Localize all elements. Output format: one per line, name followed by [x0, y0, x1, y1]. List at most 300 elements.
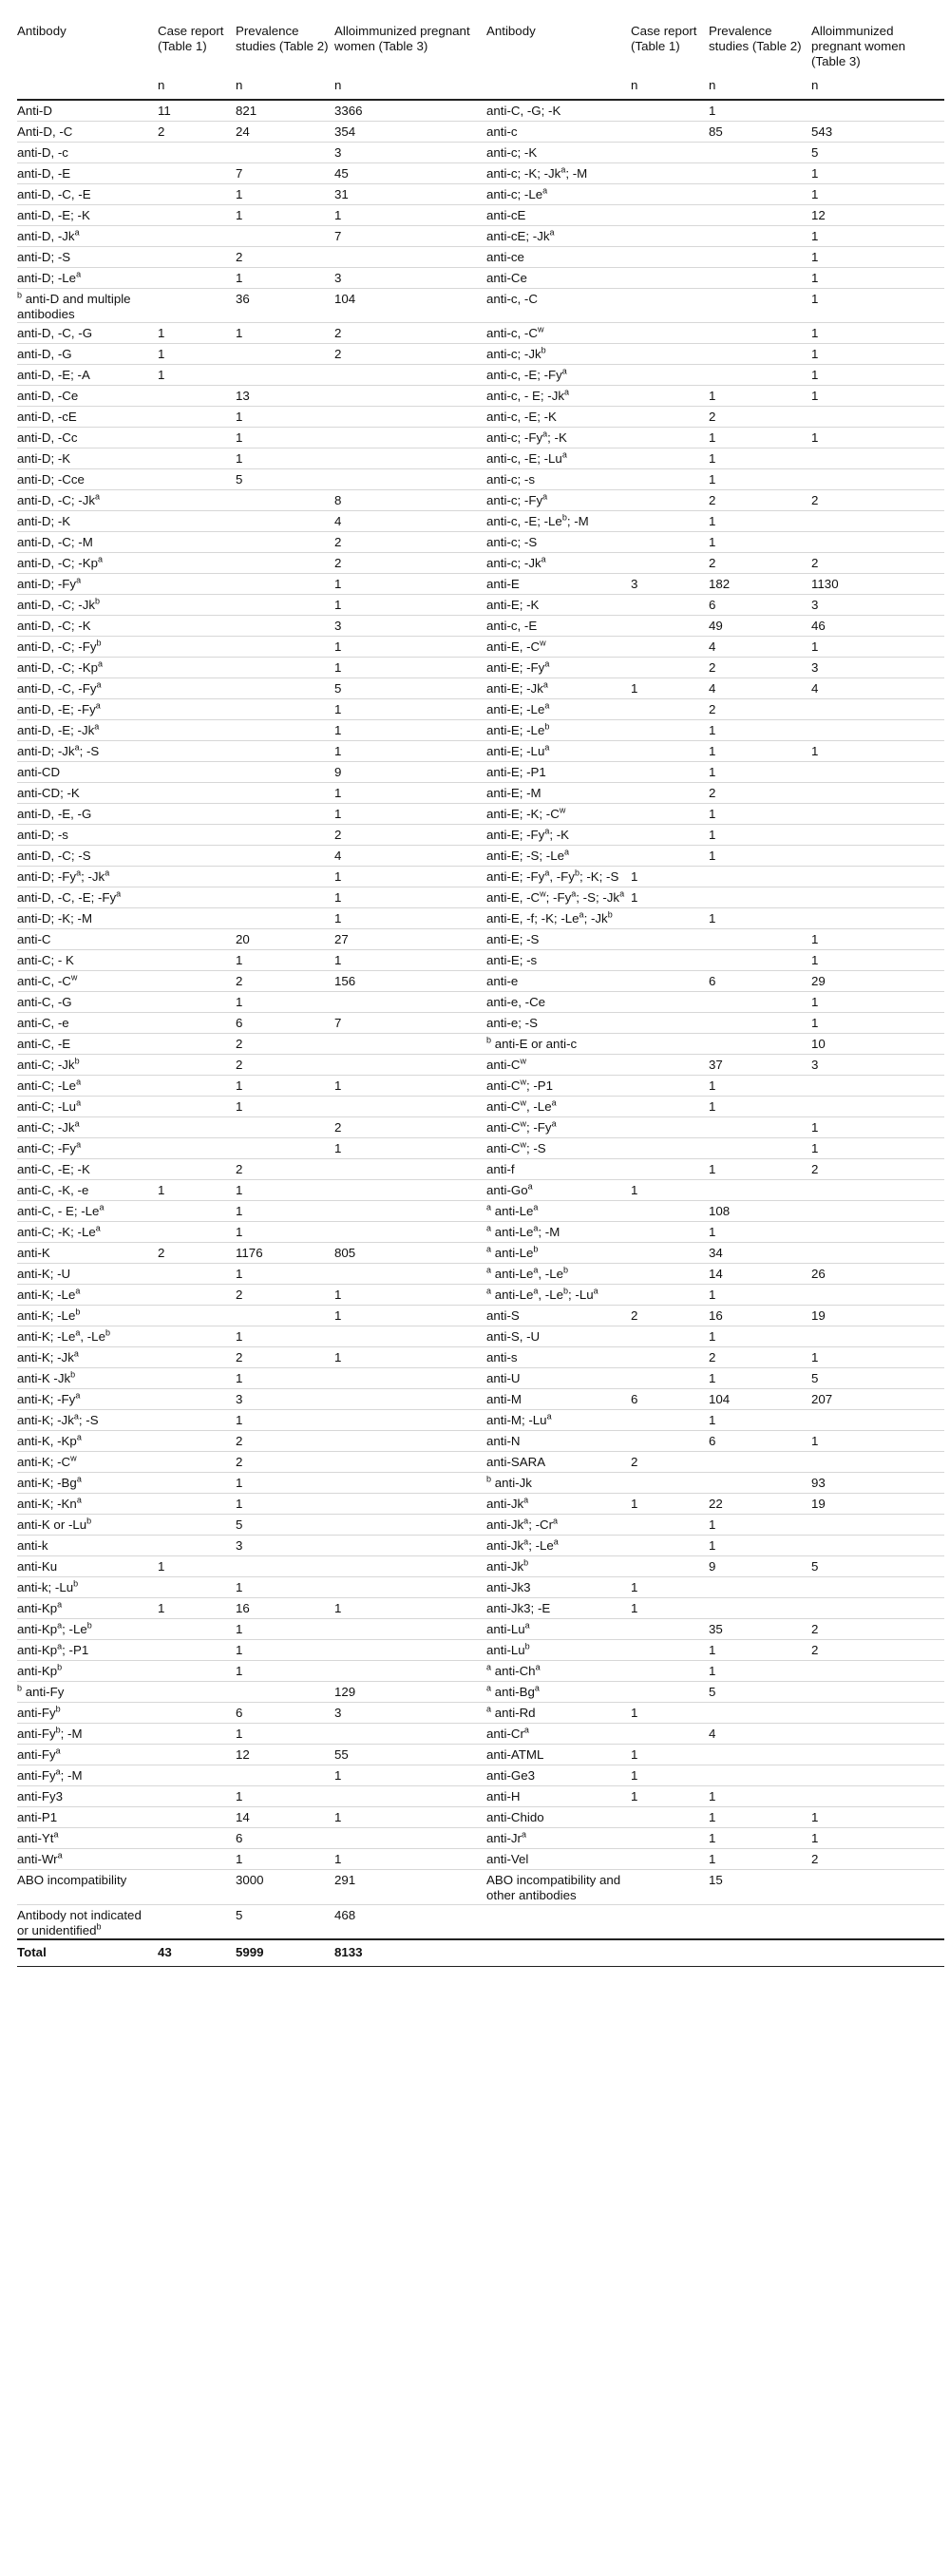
- table-cell: [334, 469, 486, 490]
- table-cell: [334, 1201, 486, 1222]
- table-cell: 1: [334, 887, 486, 908]
- superscript: a: [76, 1495, 82, 1505]
- table-cell: 1: [811, 1117, 944, 1138]
- table-row: [17, 1536, 944, 1556]
- table-cell: [631, 1515, 709, 1536]
- table-cell: anti-D; -K: [17, 511, 158, 532]
- table-cell: anti-$C^w$: [486, 1055, 631, 1076]
- table-cell: anti-Lu$^b$: [486, 1640, 631, 1661]
- table-cell: anti-D; -s: [17, 825, 158, 846]
- superscript: a: [74, 227, 80, 238]
- table-cell: anti-C, -e: [17, 1013, 158, 1034]
- table-cell: anti-CD; -K: [17, 783, 158, 804]
- superscript: b: [563, 1265, 569, 1275]
- table-cell: Anti-D: [17, 100, 158, 122]
- table-cell: anti-e, -Ce: [486, 992, 631, 1013]
- table-cell: 805: [334, 1243, 486, 1264]
- table-cell: [811, 1201, 944, 1222]
- table-row: [17, 1076, 944, 1097]
- table-cell: 24: [236, 121, 334, 142]
- table-cell: anti-D, -C; -Kp$^a$: [17, 658, 158, 678]
- total-cell: Total: [17, 1939, 158, 1967]
- table-row: [17, 162, 944, 183]
- table-cell: 3: [236, 1389, 334, 1410]
- table-cell: [631, 1117, 709, 1138]
- superscript: a: [542, 491, 548, 502]
- table-row: [17, 658, 944, 678]
- table-cell: anti-K; -Le$^a$, -Le$^b$: [17, 1326, 158, 1347]
- total-cell: [709, 1939, 811, 1967]
- superscript: b: [96, 638, 102, 648]
- table-cell: [709, 1598, 811, 1619]
- table-cell: ABO incompatibility and other antibodies: [486, 1870, 631, 1904]
- table-cell: anti-C, -E: [17, 1034, 158, 1055]
- superscript: a: [544, 700, 550, 711]
- table-cell: anti-D; -K; -M: [17, 908, 158, 929]
- superscript: a: [549, 227, 555, 238]
- table-cell: 1: [709, 908, 811, 929]
- table-cell: [631, 1138, 709, 1159]
- table-cell: anti-E; -Le$^a$: [486, 699, 631, 720]
- superscript: a: [95, 491, 101, 502]
- table-cell: [631, 1904, 709, 1939]
- table-cell: [236, 783, 334, 804]
- table-cell: [334, 1556, 486, 1577]
- table-cell: 2: [334, 344, 486, 365]
- table-cell: anti-c; -K; -Jk$^a$; -M: [486, 162, 631, 183]
- table-cell: [631, 950, 709, 971]
- table-cell: 7: [236, 162, 334, 183]
- table-cell: [158, 804, 236, 825]
- table-row: [17, 183, 944, 204]
- superscript: b: [561, 512, 567, 523]
- table-cell: [631, 1828, 709, 1849]
- superscript: w: [70, 1453, 77, 1463]
- table-cell: 1: [709, 1515, 811, 1536]
- table-cell: [709, 267, 811, 288]
- table-cell: $^b$ anti-Fy: [17, 1682, 158, 1703]
- table-cell: 29: [811, 971, 944, 992]
- table-cell: [811, 1180, 944, 1201]
- table-cell: 1: [709, 741, 811, 762]
- superscript: a: [561, 449, 567, 460]
- table-cell: 2: [334, 553, 486, 574]
- table-row: [17, 1745, 944, 1765]
- table-cell: [631, 511, 709, 532]
- table-cell: anti-E: [486, 574, 631, 595]
- table-cell: [236, 365, 334, 386]
- table-row: [17, 1473, 944, 1494]
- table-cell: [158, 992, 236, 1013]
- table-cell: [811, 1222, 944, 1243]
- table-cell: anti-K; $-C^w$: [17, 1452, 158, 1473]
- table-cell: 3: [811, 595, 944, 616]
- table-cell: 5: [236, 469, 334, 490]
- table-cell: [631, 1034, 709, 1055]
- table-cell: [158, 950, 236, 971]
- table-row: [17, 448, 944, 469]
- table-cell: anti-H: [486, 1786, 631, 1807]
- table-cell: [631, 783, 709, 804]
- table-cell: 1: [236, 204, 334, 225]
- table-cell: [158, 1076, 236, 1097]
- table-cell: [709, 1138, 811, 1159]
- table-cell: $^b$ anti-E or anti-c: [486, 1034, 631, 1055]
- table-row: [17, 490, 944, 511]
- table-cell: 1: [334, 1076, 486, 1097]
- superscript: w: [520, 1097, 526, 1108]
- superscript: a: [76, 575, 82, 585]
- table-cell: 5: [811, 1556, 944, 1577]
- table-cell: [158, 1326, 236, 1347]
- table-row: [17, 386, 944, 407]
- table-cell: 1: [236, 1473, 334, 1494]
- table-cell: [811, 448, 944, 469]
- superscript: a: [544, 658, 550, 669]
- table-cell: 2: [334, 532, 486, 553]
- table-cell: 45: [334, 162, 486, 183]
- table-cell: [158, 448, 236, 469]
- table-cell: [236, 699, 334, 720]
- superscript: b: [607, 909, 613, 920]
- superscript: a: [553, 1516, 559, 1526]
- table-row: [17, 407, 944, 428]
- table-cell: [709, 204, 811, 225]
- table-cell: 1: [709, 386, 811, 407]
- table-cell: [811, 825, 944, 846]
- table-cell: [236, 1765, 334, 1786]
- table-row: [17, 553, 944, 574]
- table-cell: 5: [811, 1368, 944, 1389]
- table-cell: [158, 1661, 236, 1682]
- table-cell: [236, 595, 334, 616]
- table-cell: 1: [631, 1494, 709, 1515]
- superscript: a: [523, 1536, 529, 1547]
- table-cell: [631, 720, 709, 741]
- table-cell: 1: [709, 1807, 811, 1828]
- table-cell: 1: [236, 1180, 334, 1201]
- superscript: a: [561, 366, 567, 376]
- table-cell: [236, 553, 334, 574]
- table-cell: 19: [811, 1306, 944, 1326]
- table-cell: [236, 762, 334, 783]
- superscript: a: [523, 1495, 529, 1505]
- table-cell: 1: [811, 344, 944, 365]
- table-row: [17, 867, 944, 887]
- superscript: b: [533, 1244, 539, 1254]
- table-cell: anti-E; -Fy$^a$, -Fy$^b$; -K; -S: [486, 867, 631, 887]
- table-cell: 93: [811, 1473, 944, 1494]
- table-cell: [631, 1473, 709, 1494]
- table-cell: anti-K; -Le$^b$: [17, 1306, 158, 1326]
- table-row: [17, 1285, 944, 1306]
- table-row: [17, 1180, 944, 1201]
- table-cell: [236, 804, 334, 825]
- table-cell: [236, 846, 334, 867]
- superscript: w: [540, 888, 546, 899]
- table-cell: anti-Jk$^a$; -Le$^a$: [486, 1536, 631, 1556]
- superscript: a: [542, 679, 548, 690]
- table-cell: 22: [709, 1494, 811, 1515]
- table-cell: [631, 804, 709, 825]
- table-cell: [334, 1034, 486, 1055]
- unit-cell: n: [236, 74, 334, 100]
- table-cell: 1: [236, 1326, 334, 1347]
- table-row: [17, 323, 944, 344]
- superscript: a: [76, 1432, 82, 1442]
- superscript: a: [619, 888, 625, 899]
- table-cell: anti-s: [486, 1347, 631, 1368]
- superscript: a: [76, 1097, 82, 1108]
- table-cell: [158, 407, 236, 428]
- superscript: a: [486, 1244, 492, 1254]
- table-cell: [709, 1904, 811, 1939]
- superscript: b: [55, 1725, 61, 1735]
- table-cell: anti-$C^w$; -S: [486, 1138, 631, 1159]
- superscript: b: [96, 1921, 102, 1932]
- table-cell: [631, 908, 709, 929]
- table-cell: [631, 1159, 709, 1180]
- table-cell: [158, 908, 236, 929]
- table-cell: [631, 1682, 709, 1703]
- table-cell: anti-K; -Le$^a$: [17, 1285, 158, 1306]
- table-cell: 1: [811, 365, 944, 386]
- table-cell: 46: [811, 616, 944, 637]
- table-cell: [236, 825, 334, 846]
- superscript: b: [563, 1286, 569, 1296]
- superscript: a: [523, 1725, 529, 1735]
- table-cell: 1: [811, 950, 944, 971]
- table-cell: [631, 1410, 709, 1431]
- superscript: a: [57, 1641, 63, 1651]
- table-cell: anti-C; -Jk$^a$: [17, 1117, 158, 1138]
- table-cell: 1: [709, 846, 811, 867]
- table-cell: 15: [709, 1870, 811, 1904]
- table-cell: 14: [709, 1264, 811, 1285]
- table-cell: 1: [811, 992, 944, 1013]
- table-cell: anti-E, -f; -K; -Le$^a$; -Jk$^b$: [486, 908, 631, 929]
- table-cell: anti-$C^w$, -Le$^a$: [486, 1097, 631, 1117]
- table-cell: anti-K; -Fy$^a$: [17, 1389, 158, 1410]
- table-cell: [709, 288, 811, 322]
- table-row: [17, 1389, 944, 1410]
- superscript: a: [533, 1265, 539, 1275]
- table-cell: [158, 678, 236, 699]
- table-cell: [236, 1138, 334, 1159]
- table-cell: 13: [236, 386, 334, 407]
- table-cell: 3: [334, 1703, 486, 1724]
- table-cell: 1: [236, 1494, 334, 1515]
- table-cell: anti-D, -C, -E; -Fy$^a$: [17, 887, 158, 908]
- table-row: [17, 1661, 944, 1682]
- table-cell: [811, 1285, 944, 1306]
- units-row: [17, 74, 944, 100]
- table-cell: [158, 204, 236, 225]
- superscript: b: [75, 1307, 81, 1317]
- table-cell: [158, 1640, 236, 1661]
- table-cell: 4: [334, 511, 486, 532]
- table-cell: [709, 887, 811, 908]
- table-cell: [709, 1013, 811, 1034]
- table-cell: anti-D; -Fy$^a$; -Jk$^a$: [17, 867, 158, 887]
- table-cell: anti-E; -Fy$^a$: [486, 658, 631, 678]
- table-cell: 1: [236, 1640, 334, 1661]
- table-body: [17, 100, 944, 1939]
- table-cell: $^b$ anti-D and multiple antibodies: [17, 288, 158, 322]
- table-cell: 3: [334, 616, 486, 637]
- table-cell: anti-c, -E; -Fy$^a$: [486, 365, 631, 386]
- table-cell: anti-Jk$^a$; -Cr$^a$: [486, 1515, 631, 1536]
- table-cell: anti-D, -C, -Fy$^a$: [17, 678, 158, 699]
- table-cell: anti-k; -Lu$^b$: [17, 1577, 158, 1598]
- table-cell: [811, 867, 944, 887]
- table-row: [17, 1598, 944, 1619]
- table-cell: anti-C, -G: [17, 992, 158, 1013]
- table-cell: [158, 1870, 236, 1904]
- superscript: a: [546, 1411, 552, 1422]
- table-cell: 1: [811, 323, 944, 344]
- table-cell: 104: [709, 1389, 811, 1410]
- table-cell: anti-C; -Lu$^a$: [17, 1097, 158, 1117]
- table-cell: 10: [811, 1034, 944, 1055]
- table-cell: anti-c, -E; -Le$^b$; -M: [486, 511, 631, 532]
- table-cell: 1: [236, 428, 334, 448]
- table-cell: [236, 887, 334, 908]
- table-cell: 3000: [236, 1870, 334, 1904]
- table-cell: anti-Fy3: [17, 1786, 158, 1807]
- table-row: [17, 741, 944, 762]
- table-cell: 1: [334, 720, 486, 741]
- superscript: a: [76, 269, 82, 279]
- table-row: [17, 908, 944, 929]
- table-cell: anti-D, -E; -Fy$^a$: [17, 699, 158, 720]
- table-cell: [631, 142, 709, 162]
- table-cell: [631, 553, 709, 574]
- table-cell: 1: [236, 1577, 334, 1598]
- table-cell: [158, 658, 236, 678]
- unit-cell: [486, 74, 631, 100]
- superscript: a: [74, 1118, 80, 1129]
- table-cell: anti-D; -Jk$^a$; -S: [17, 741, 158, 762]
- table-cell: [158, 1222, 236, 1243]
- table-cell: anti-C, -K, -e: [17, 1180, 158, 1201]
- table-cell: anti-c, -E: [486, 616, 631, 637]
- table-cell: 26: [811, 1264, 944, 1285]
- superscript: a: [75, 1390, 81, 1401]
- table-cell: anti-D, -E; -A: [17, 365, 158, 386]
- table-cell: anti-E; -K: [486, 595, 631, 616]
- table-cell: [631, 1661, 709, 1682]
- table-cell: [631, 1640, 709, 1661]
- table-cell: 1: [236, 1786, 334, 1807]
- table-cell: anti-Kp$^b$: [17, 1661, 158, 1682]
- table-cell: [709, 1473, 811, 1494]
- table-cell: 4: [811, 678, 944, 699]
- table-cell: 1: [709, 804, 811, 825]
- table-cell: anti-E; -Lu$^a$: [486, 741, 631, 762]
- table-cell: 1: [811, 1347, 944, 1368]
- table-cell: [158, 971, 236, 992]
- table-cell: 9: [334, 762, 486, 783]
- superscript: w: [559, 805, 566, 815]
- table-cell: anti-D, -Ce: [17, 386, 158, 407]
- table-cell: [811, 908, 944, 929]
- table-cell: [158, 162, 236, 183]
- table-cell: 6: [709, 971, 811, 992]
- table-cell: $^a$ anti-Ch$^a$: [486, 1661, 631, 1682]
- table-cell: [158, 1055, 236, 1076]
- table-cell: 1: [236, 1222, 334, 1243]
- superscript: a: [96, 679, 102, 690]
- table-cell: [158, 574, 236, 595]
- table-row: [17, 225, 944, 246]
- table-cell: anti-D, -E, -G: [17, 804, 158, 825]
- table-cell: 2: [811, 553, 944, 574]
- table-cell: 1: [631, 887, 709, 908]
- table-cell: [631, 846, 709, 867]
- table-cell: [631, 428, 709, 448]
- table-cell: 1: [334, 658, 486, 678]
- table-cell: anti-D; -S: [17, 246, 158, 267]
- table-cell: [811, 1410, 944, 1431]
- table-cell: 1: [334, 783, 486, 804]
- table-cell: 468: [334, 1904, 486, 1939]
- table-cell: 6: [236, 1828, 334, 1849]
- table-cell: 2: [158, 121, 236, 142]
- table-cell: [334, 1410, 486, 1431]
- table-cell: [811, 846, 944, 867]
- table-cell: [709, 867, 811, 887]
- table-cell: anti-M: [486, 1389, 631, 1410]
- table-cell: anti-D, -c: [17, 142, 158, 162]
- table-cell: [334, 1264, 486, 1285]
- table-row: [17, 825, 944, 846]
- superscript: a: [73, 1411, 79, 1422]
- header-cell: Antibody: [17, 24, 66, 38]
- header-row: [17, 17, 944, 74]
- table-row: [17, 100, 944, 122]
- table-cell: [811, 804, 944, 825]
- total-cell: 8133: [334, 1939, 486, 1967]
- superscript: a: [560, 164, 566, 175]
- table-cell: anti-C, -E; -K: [17, 1159, 158, 1180]
- table-cell: [236, 720, 334, 741]
- table-cell: anti-Go$^a$: [486, 1180, 631, 1201]
- antibody-table: [17, 17, 944, 1967]
- table-cell: [158, 783, 236, 804]
- table-cell: 4: [334, 846, 486, 867]
- table-cell: [158, 1306, 236, 1326]
- table-cell: [709, 1765, 811, 1786]
- table-cell: anti-Kp$^a$; -P1: [17, 1640, 158, 1661]
- table-cell: [811, 407, 944, 428]
- superscript: b: [523, 1557, 529, 1568]
- table-cell: [709, 225, 811, 246]
- superscript: a: [535, 1662, 541, 1672]
- superscript: a: [97, 658, 103, 669]
- table-row: [17, 1222, 944, 1243]
- table-cell: anti-C, $-C^w$: [17, 971, 158, 992]
- table-cell: [709, 323, 811, 344]
- table-cell: 821: [236, 100, 334, 122]
- superscript: a: [486, 1683, 492, 1693]
- table-cell: [158, 887, 236, 908]
- table-cell: [631, 1055, 709, 1076]
- superscript: b: [95, 596, 101, 606]
- table-cell: [631, 1013, 709, 1034]
- table-row: [17, 1786, 944, 1807]
- table-cell: 1: [236, 323, 334, 344]
